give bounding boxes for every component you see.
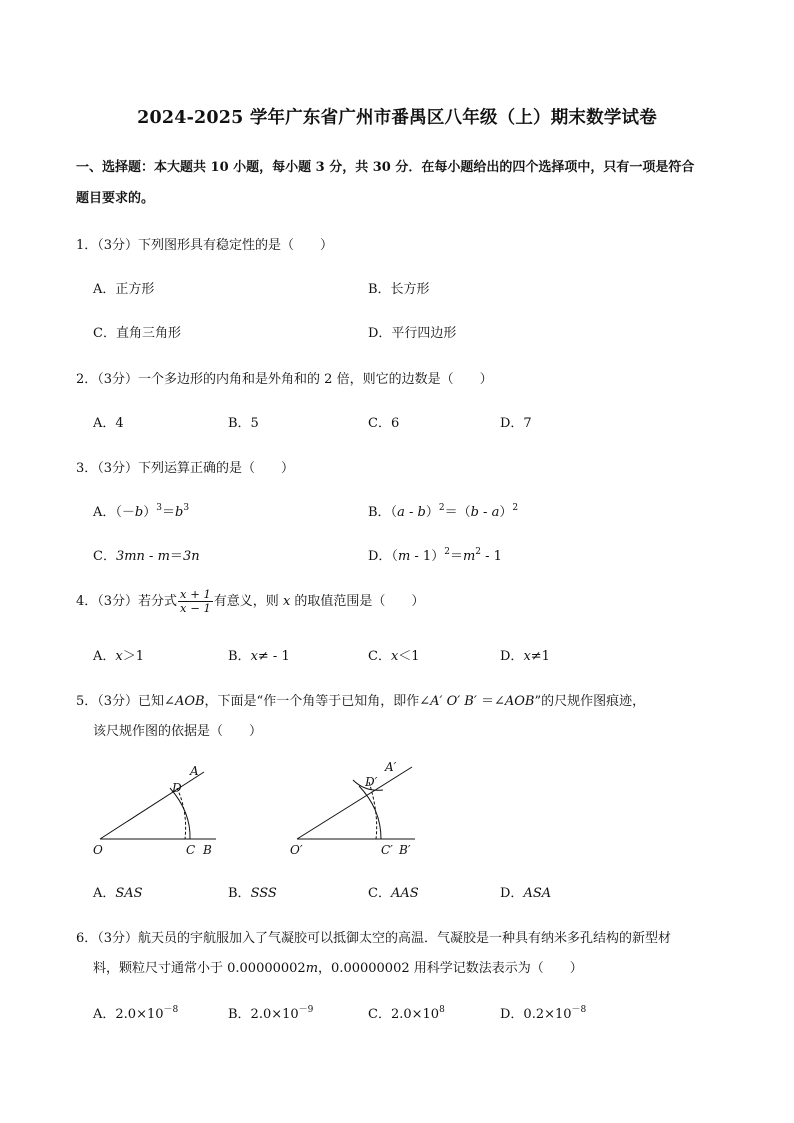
q1-option-c: C．直角三角形 [93,326,181,341]
question-3-stem: 3．（3分）下列运算正确的是（ ） [76,461,295,476]
q4-option-c: C．x＜1 [368,649,420,664]
q6-option-d: D．$0.2\times 10^{-8}$ [500,1005,587,1022]
q6-option-a: A．$2.0\times 10^{-8}$ [93,1005,179,1022]
q4-option-a: A．x＞1 [93,649,145,664]
question-6-stem-line2: 料，颗粒尺寸通常小于 0.00000002m，0.00000002 用科学记数法表示为（ ） [93,961,583,976]
label-o-prime: O′ [290,843,303,857]
fraction [178,588,213,615]
question-4-stem: 4．（3分）若分式 $\frac{x + 1}{x - 1}$ 有意义，则 x 的取值范围是（ ） [76,587,425,615]
label-c: C [186,843,196,857]
q3-option-d: D．$(m - 1)^2=m^2 - 1$ [368,547,502,564]
page-title: 2024-2025 学年广东省广州市番禺区八年级（上）期末数学试卷 [137,108,657,128]
q5-option-a: A．SAS [93,886,143,901]
label-d-prime: D′ [365,775,378,789]
construction-figure-constructed [285,752,425,865]
q1-option-b: B．长方形 [368,282,430,297]
label-o: O [93,843,103,857]
q3-option-c: C．3mn - m＝3n [93,549,200,564]
label-d: D [172,781,182,795]
q3-option-b: B．（a - b）$^2$＝（b - a）$^2$ [368,503,519,520]
question-1-stem: 1．（3分）下列图形具有稳定性的是（ ） [76,238,334,253]
question-6-stem-line1: 6．（3分）航天员的宇航服加入了气凝胶可以抵御太空的高温．气凝胶是一种具有纳米多孔结构的新型材 [76,931,672,946]
section-header-line2: 题目要求的。 [76,191,155,206]
q2-option-b: B．5 [228,416,259,431]
q1-option-d: D．平行四边形 [368,326,457,341]
construction-figure-original [88,760,228,865]
fraction-numerator: x + 1 [180,587,211,601]
q4-option-d: D．x≠1 [500,649,550,664]
question-2-stem: 2．（3分）一个多边形的内角和是外角和的 2 倍，则它的边数是（ ） [76,372,493,387]
label-a: A [190,764,199,778]
q5-option-c: C．AAS [368,886,419,901]
q5-option-b: B．SSS [228,886,277,901]
label-b: B [203,843,212,857]
q6-option-b: B．$2.0\times 10^{-9}$ [228,1005,314,1022]
fraction-denominator: x − 1 [180,601,211,615]
question-5-stem-line1: 5．（3分）已知∠AOB，下面是“作一个角等于已知角，即作∠A′ O′ B′ ＝∠AOB”的尺规作图痕迹， [76,694,646,709]
q4-option-b: B．x≠ - 1 [228,649,290,664]
section-header-line1: 一、选择题：本大题共 10 小题，每小题 3 分，共 30 分．在每小题给出的四个选择项中，只有一项是符合 [76,160,695,175]
label-a-prime: A′ [385,760,397,774]
q2-option-c: C．6 [368,416,400,431]
label-b-prime: B′ [399,843,411,857]
q1-option-a: A．正方形 [93,282,155,297]
q6-option-c: C．$2.0\times 10^8$ [368,1005,445,1022]
question-5-stem-line2: 该尺规作图的依据是（ ） [93,724,263,739]
q2-option-d: D．7 [500,416,532,431]
label-c-prime: C′ [381,843,393,857]
q5-option-d: D．ASA [500,886,552,901]
q2-option-a: A．4 [93,416,124,431]
q3-option-a: A．$(-b)^3=b^3$ [93,503,190,520]
